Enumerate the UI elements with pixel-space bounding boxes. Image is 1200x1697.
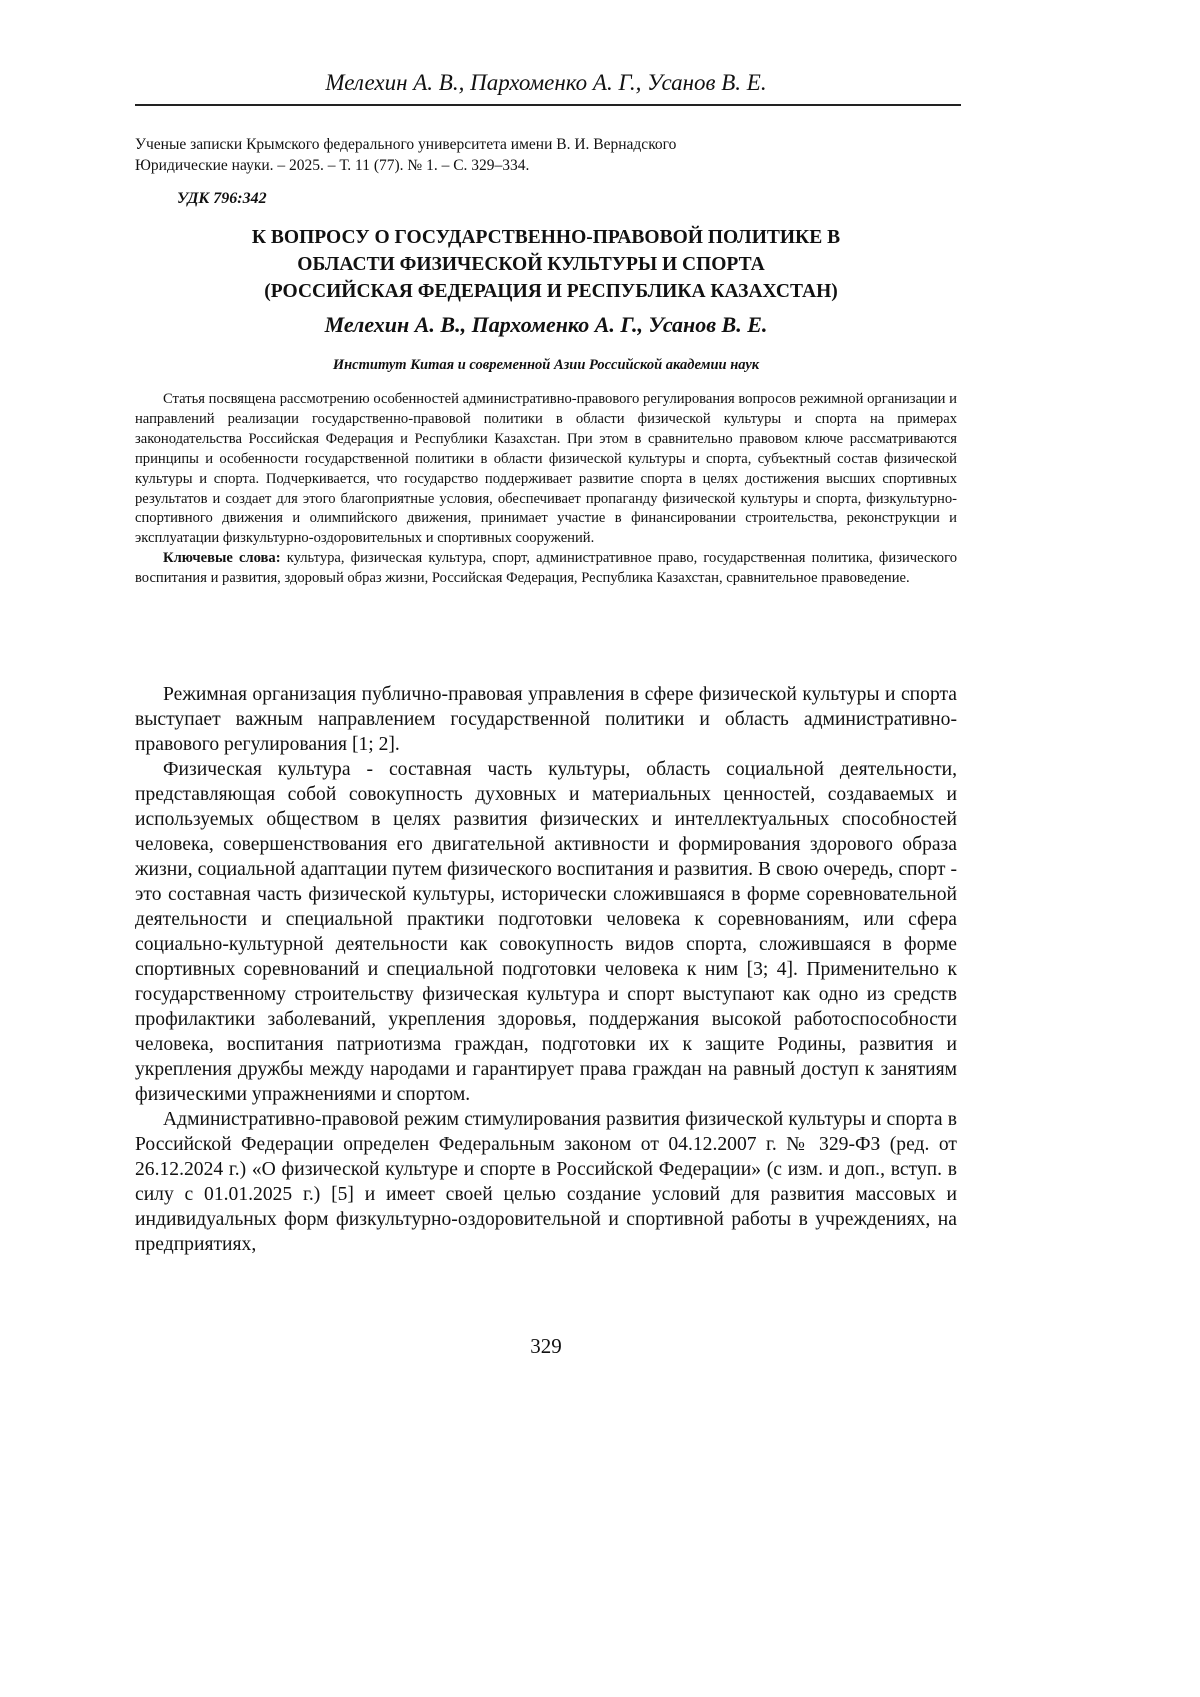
title-line-3: (РОССИЙСКАЯ ФЕДЕРАЦИЯ И РЕСПУБЛИКА КАЗАХСТАН) — [135, 278, 957, 305]
journal-citation — [135, 134, 676, 176]
page-number: 329 — [135, 1334, 957, 1359]
title-line-1: К ВОПРОСУ О ГОСУДАРСТВЕННО-ПРАВОВОЙ ПОЛИТИКЕ В — [135, 224, 957, 251]
keywords-text: культура, физическая культура, спорт, административное право, государственная политика, физического воспитания и развития, здоровый образ жизни, Российская Федерация, Республика Казахстан, сравнительное правоведение. — [135, 550, 957, 586]
article-title — [135, 224, 957, 305]
abstract — [135, 390, 957, 589]
running-header: Мелехин А. В., Пархоменко А. Г., Усанов В. Е. — [135, 70, 957, 96]
keywords — [135, 549, 957, 589]
keywords-label: Ключевые слова: — [163, 550, 281, 566]
body-text — [135, 682, 957, 1257]
journal-line-1: Ученые записки Крымского федерального университета имени В. И. Вернадского — [135, 134, 676, 155]
header-rule — [135, 104, 961, 106]
title-line-2: ОБЛАСТИ ФИЗИЧЕСКОЙ КУЛЬТУРЫ И СПОРТА — [135, 251, 957, 278]
paragraph: Административно-правовой режим стимулирования развития физической культуры и спорта в Российской Федерации определен Федеральным законом от 04.12.2007 г. № 329-ФЗ (ред. от 26.12.2024 г.) «О физической культуре и спорте в Российской Федерации» (с изм. и доп., вступ. в силу с 01.01.2025 г.) [5] и имеет своей целью создание условий для развития массовых и индивидуальных форм физкультурно-оздоровительной и спортивной работы в учреждениях, на предприятиях, — [135, 1107, 957, 1257]
journal-line-2: Юридические науки. – 2025. – Т. 11 (77). № 1. – С. 329–334. — [135, 155, 676, 176]
udk-code: УДК 796:342 — [177, 190, 267, 208]
paragraph: Физическая культура - составная часть культуры, область социальной деятельности, представляющая собой совокупность духовных и материальных ценностей, создаваемых и используемых обществом в целях развития физических и интеллектуальных способностей человека, совершенствования его двигательной активности и формирования здорового образа жизни, социальной адаптации путем физического воспитания и развития. В свою очередь, спорт - это составная часть физической культуры, исторически сложившаяся в форме соревновательной деятельности и специальной практики подготовки человека к соревнованиям, или сфера социально-культурной деятельности как совокупность видов спорта, сложившаяся в форме спортивных соревнований и специальной подготовки человека к ним [3; 4]. Применительно к государственному строительству физическая культура и спорт выступают как одно из средств профилактики заболеваний, укрепления здоровья, поддержания высокой работоспособности человека, воспитания патриотизма граждан, подготовки их к защите Родины, развития и укрепления дружбы между народами и гарантирует права граждан на равный доступ к занятиям физическими упражнениями и спортом. — [135, 757, 957, 1107]
paragraph: Режимная организация публично-правовая управления в сфере физической культуры и спорта выступает важным направлением государственной политики и область административно-правового регулирования [1; 2]. — [135, 682, 957, 757]
article-authors: Мелехин А. В., Пархоменко А. Г., Усанов В. Е. — [135, 312, 957, 338]
institution: Институт Китая и современной Азии Российской академии наук — [135, 357, 957, 374]
abstract-text: Статья посвящена рассмотрению особенностей административно-правового регулирования вопросов режимной организации и направлений реализации государственно-правовой политики в области физической культуры и спорта на примерах законодательства Российская Федерация и Республики Казахстан. При этом в сравнительно правовом ключе рассматриваются принципы и особенности государственной политики в области физической культуры и спорта, субъектный состав физической культуры и спорта. Подчеркивается, что государство поддерживает развитие спорта в целях достижения высших спортивных результатов и создает для этого благоприятные условия, обеспечивает пропаганду физической культуры и спорта, физкультурно-спортивного движения и олимпийского движения, принимает участие в финансировании строительства, реконструкции и эксплуатации физкультурно-оздоровительных и спортивных сооружений. — [135, 390, 957, 549]
